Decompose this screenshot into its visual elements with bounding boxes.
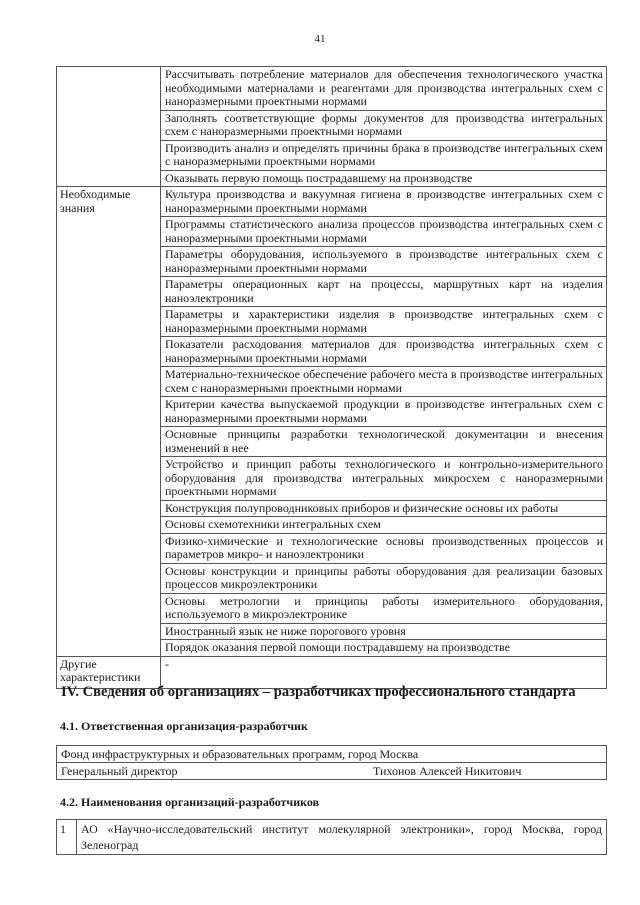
row-text: Культура производства и вакуумная гигиена в производстве интегральных схем с наноразмерными проектными нормами — [161, 187, 607, 217]
row-text: Устройство и принцип работы технологического и контрольно-измерительного оборудования для производства интегральных микросхем с наноразмерными проектными нормами — [161, 457, 607, 501]
developer-name: АО «Научно-исследовательский институт молекулярной электроники», город Москва, город Зеленоград — [77, 820, 607, 855]
table-row — [57, 746, 607, 763]
row-text: Заполнять соответствующие формы документов для производства интегральных схем с наноразмерными проектными нормами — [161, 110, 607, 140]
director-name: Тихонов Алексей Никитович — [373, 764, 522, 778]
table-row — [57, 307, 607, 337]
row-text: Материально-техническое обеспечение рабочего места в производстве интегральных схем с наноразмерными проектными нормами — [161, 367, 607, 397]
table-row — [57, 457, 607, 501]
row-text: Параметры оборудования, используемого в производстве интегральных схем с наноразмерными проектными нормами — [161, 247, 607, 277]
table-row — [57, 217, 607, 247]
skills-knowledge-table — [56, 66, 607, 689]
row-label-knowledge: Необходимые знания — [57, 187, 161, 217]
table-row — [57, 533, 607, 563]
table-row — [57, 247, 607, 277]
table-row — [57, 517, 607, 534]
row-text: Основы конструкции и принципы работы оборудования для реализации базовых процессов микроэлектроники — [161, 563, 607, 593]
row-text: Основные принципы разработки технологической документации и внесения изменений в нее — [161, 427, 607, 457]
row-label — [57, 307, 161, 337]
row-label — [57, 140, 161, 170]
row-text: Производить анализ и определять причины брака в производстве интегральных схем с наноразмерными проектными нормами — [161, 140, 607, 170]
responsible-org-table — [56, 745, 607, 780]
developers-table — [56, 819, 607, 855]
table-row — [57, 427, 607, 457]
table-row — [57, 110, 607, 140]
row-text: Порядок оказания первой помощи пострадавшему на производстве — [161, 640, 607, 657]
row-text: Конструкция полупроводниковых приборов и физические основы их работы — [161, 500, 607, 517]
developer-number: 1 — [57, 820, 77, 855]
section-title: IV. Сведения об организациях – разработчиках профессионального стандарта — [61, 684, 576, 700]
director-position: Генеральный директор — [61, 764, 178, 778]
responsible-org-heading: 4.1. Ответственная организация-разработчик — [60, 719, 308, 733]
row-label — [57, 517, 161, 534]
row-label — [57, 247, 161, 277]
table-row — [57, 140, 607, 170]
table-row — [57, 763, 607, 780]
row-label — [57, 533, 161, 563]
row-text: - — [161, 656, 607, 688]
table-row — [57, 820, 607, 855]
table-row — [57, 337, 607, 367]
row-text: Программы статистического анализа процессов производства интегральных схем с наноразмерными проектными нормами — [161, 217, 607, 247]
page-number: 41 — [314, 33, 326, 45]
table-row — [57, 277, 607, 307]
row-label — [57, 367, 161, 397]
row-label — [57, 397, 161, 427]
director-cell — [57, 763, 607, 780]
row-text: Оказывать первую помощь пострадавшему на производстве — [161, 170, 607, 187]
org-name: Фонд инфраструктурных и образовательных программ, город Москва — [57, 746, 607, 763]
developers-heading: 4.2. Наименования организаций-разработчиков — [60, 795, 320, 809]
table-row — [57, 367, 607, 397]
row-text: Основы метрологии и принципы работы измерительного оборудования, используемого в микроэлектронике — [161, 593, 607, 623]
table-row — [57, 563, 607, 593]
row-text: Критерии качества выпускаемой продукции в производстве интегральных схем с наноразмерными проектными нормами — [161, 397, 607, 427]
table-row — [57, 67, 607, 111]
row-label — [57, 640, 161, 657]
table-row — [57, 500, 607, 517]
row-text: Физико-химические и технологические основы производственных процессов и параметров микро- и наноэлектроники — [161, 533, 607, 563]
row-text: Рассчитывать потребление материалов для обеспечения технологического участка необходимыми материалами и реагентами для производства интегральных схем с наноразмерными проектными нормами — [161, 67, 607, 111]
table-row — [57, 640, 607, 657]
row-label — [57, 337, 161, 367]
row-label — [57, 427, 161, 457]
row-text: Иностранный язык не ниже порогового уровня — [161, 623, 607, 640]
row-label — [57, 593, 161, 623]
row-text: Параметры операционных карт на процессы, маршрутных карт на изделия наноэлектроники — [161, 277, 607, 307]
table-row — [57, 593, 607, 623]
table-row — [57, 623, 607, 640]
row-label — [57, 623, 161, 640]
table-row — [57, 397, 607, 427]
row-label — [57, 500, 161, 517]
row-label — [57, 170, 161, 187]
table-row — [57, 170, 607, 187]
row-label — [57, 67, 161, 111]
row-label-other: Другие характеристики — [57, 656, 161, 688]
row-label — [57, 563, 161, 593]
row-label — [57, 110, 161, 140]
row-text: Показатели расходования материалов для производства интегральных схем с наноразмерными проектными нормами — [161, 337, 607, 367]
row-text: Основы схемотехники интегральных схем — [161, 517, 607, 534]
row-label — [57, 277, 161, 307]
row-label — [57, 217, 161, 247]
table-row — [57, 187, 607, 217]
row-text: Параметры и характеристики изделия в производстве интегральных схем с наноразмерными проектными нормами — [161, 307, 607, 337]
row-label — [57, 457, 161, 501]
